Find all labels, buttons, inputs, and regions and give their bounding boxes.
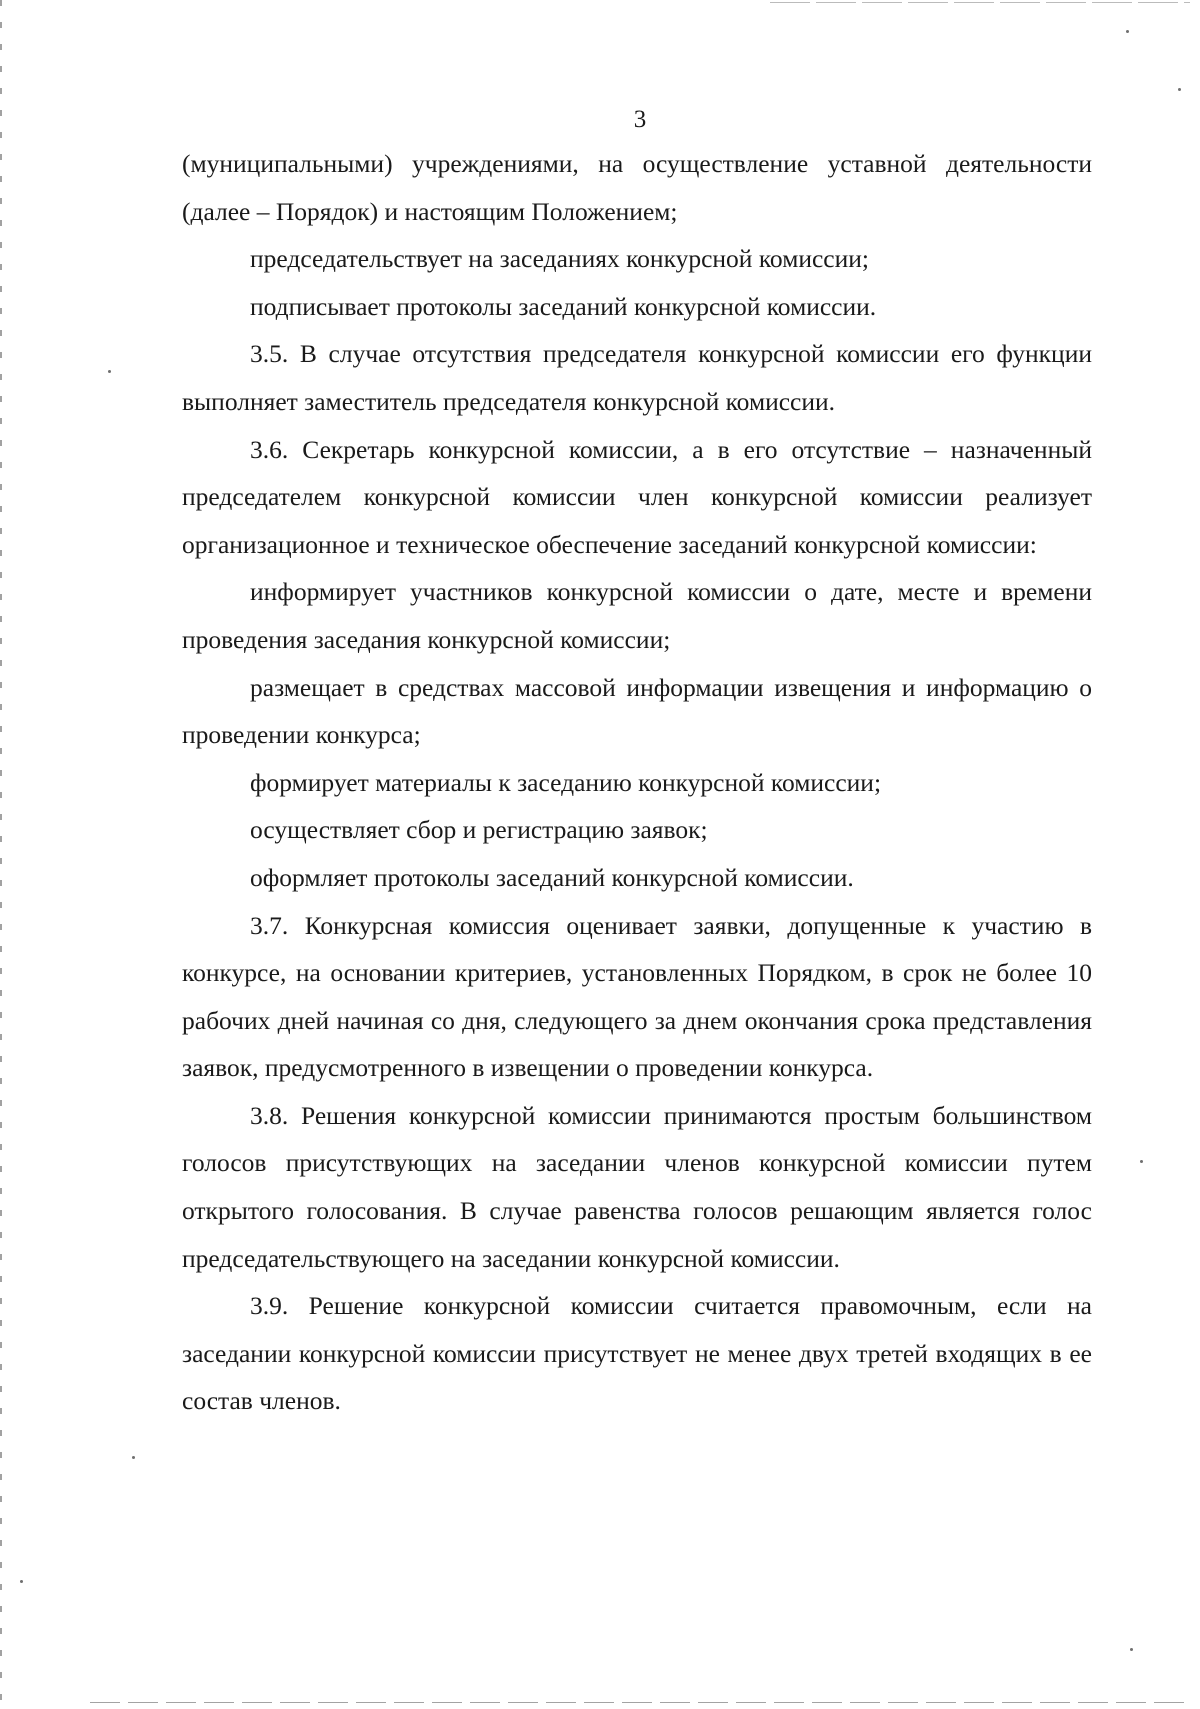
document-body [182,140,1092,1425]
paragraph: председательствует на заседаниях конкурсной комиссии; [250,244,869,274]
scan-speck [1130,1648,1133,1651]
scan-edge-top [770,2,1190,3]
paragraph: подписывает протоколы заседаний конкурсной комиссии. [250,291,877,321]
paragraph: осуществляет сбор и регистрацию заявок; [250,815,708,845]
scan-speck [20,1580,23,1583]
scan-speck [1178,88,1181,91]
paragraph: (муниципальными) учреждениями, на осуществление уставной деятельности (далее – Порядок) и настоящим Положением; [182,149,1092,226]
paragraph: 3.8. Решения конкурсной комиссии принимаются простым большинством голосов присутствующих на заседании членов конкурсной комиссии путем открытого голосования. В случае равенства голосов решающим является голос председательствующего на заседании конкурсной комиссии. [182,1100,1092,1273]
paragraph: размещает в средствах массовой информации извещения и информацию о проведении конкурса; [182,672,1092,750]
scan-edge-left [0,0,2,1709]
paragraph: 3.9. Решение конкурсной комиссии считается правомочным, если на заседании конкурсной комиссии присутствует не менее двух третей входящих в ее состав членов. [182,1291,1092,1416]
paragraph: 3.5. В случае отсутствия председателя конкурсной комиссии его функции выполняет заместитель председателя конкурсной комиссии. [182,339,1092,416]
paragraph: оформляет протоколы заседаний конкурсной комиссии. [250,862,854,892]
scan-speck [1140,1160,1143,1163]
scan-speck [132,1456,135,1459]
scan-speck [108,370,111,373]
scan-speck [1126,30,1129,33]
page-number: 3 [633,106,647,133]
paragraph: 3.6. Секретарь конкурсной комиссии, а в его отсутствие – назначенный председателем конкурсной комиссии член конкурсной комиссии реализует организационное и техническое обеспечение заседаний конкурсной комиссии: [182,434,1092,559]
paragraph: информирует участников конкурсной комиссии о дате, месте и времени проведения заседания конкурсной комиссии; [182,577,1092,654]
paragraph: 3.7. Конкурсная комиссия оценивает заявки, допущенные к участию в конкурсе, на основании критериев, установленных Порядком, в срок не более 10 рабочих дней начиная со дня, следующего за днем окончания срока представления заявок, предусмотренного в извещении о проведении конкурса. [182,910,1092,1083]
scan-edge-bottom [90,1702,1190,1703]
paragraph: формирует материалы к заседанию конкурсной комиссии; [250,767,882,797]
